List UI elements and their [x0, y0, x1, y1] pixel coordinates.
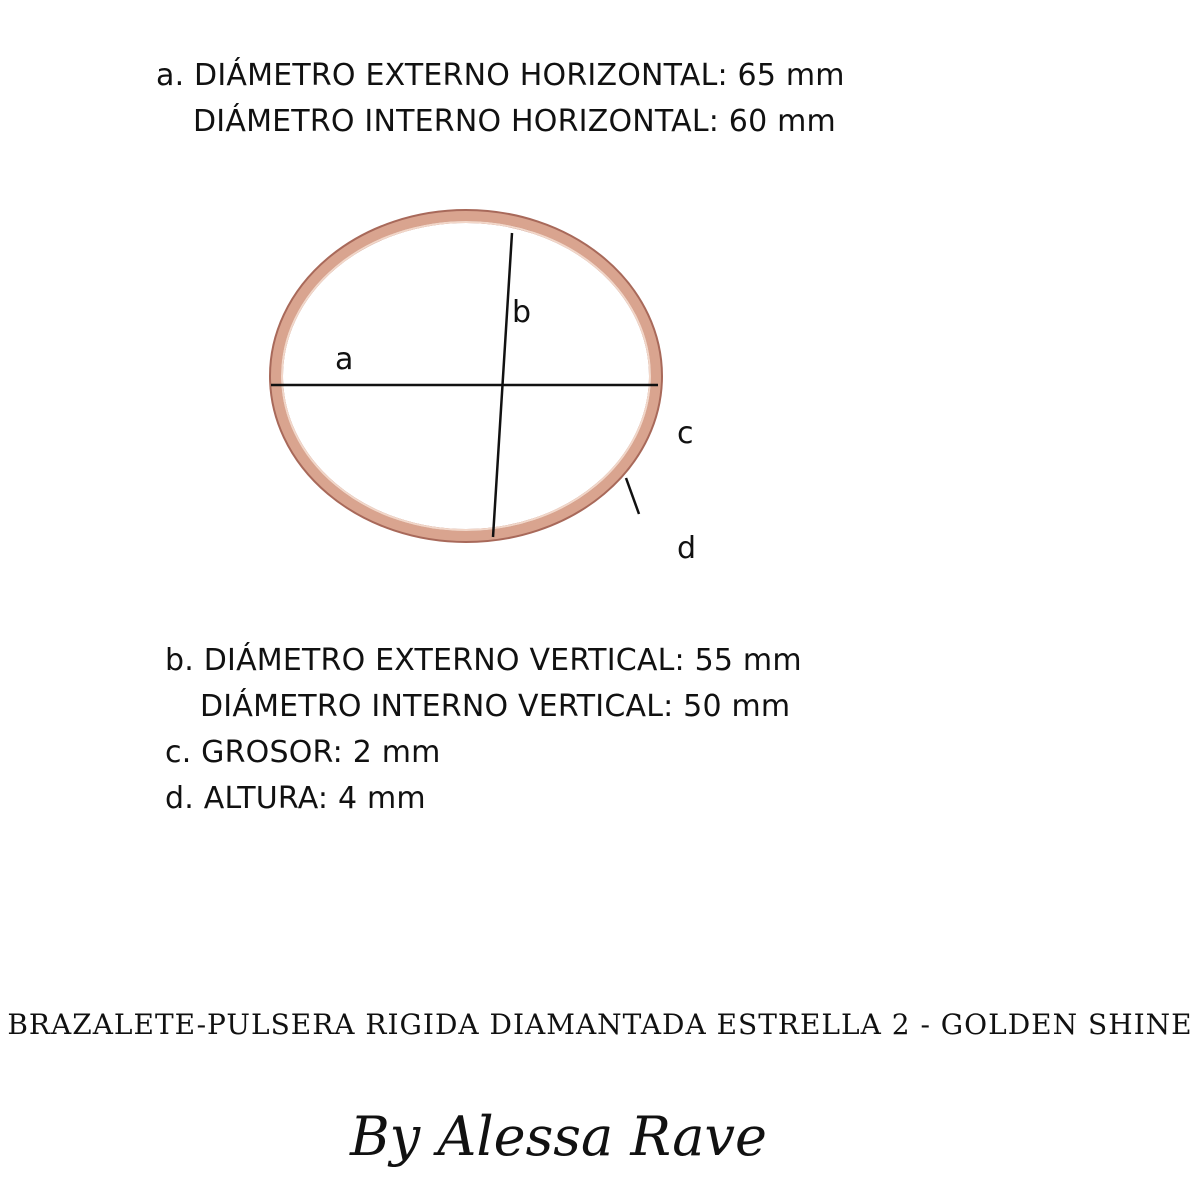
spec-d-height: d. ALTURA: 4 mm [165, 781, 426, 816]
spec-c-thickness: c. GROSOR: 2 mm [165, 735, 441, 770]
spec-b-internal: DIÁMETRO INTERNO VERTICAL: 50 mm [200, 689, 791, 724]
spec-b-external: b. DIÁMETRO EXTERNO VERTICAL: 55 mm [165, 643, 802, 678]
signature-text: By Alessa Rave [350, 1105, 767, 1168]
signature-logo [340, 1080, 767, 1190]
label-c: c [677, 416, 694, 451]
product-title: BRAZALETE-PULSERA RIGIDA DIAMANTADA ESTRELLA 2 - GOLDEN SHINE [7, 1008, 1193, 1041]
label-b: b [512, 295, 532, 330]
label-a: a [335, 342, 354, 377]
spec-a-external: a. DIÁMETRO EXTERNO HORIZONTAL: 65 mm [156, 58, 845, 93]
bangle-ring [276, 216, 656, 536]
thickness-line [626, 478, 639, 514]
spec-a-internal: DIÁMETRO INTERNO HORIZONTAL: 60 mm [193, 104, 836, 139]
label-d: d [677, 531, 697, 566]
